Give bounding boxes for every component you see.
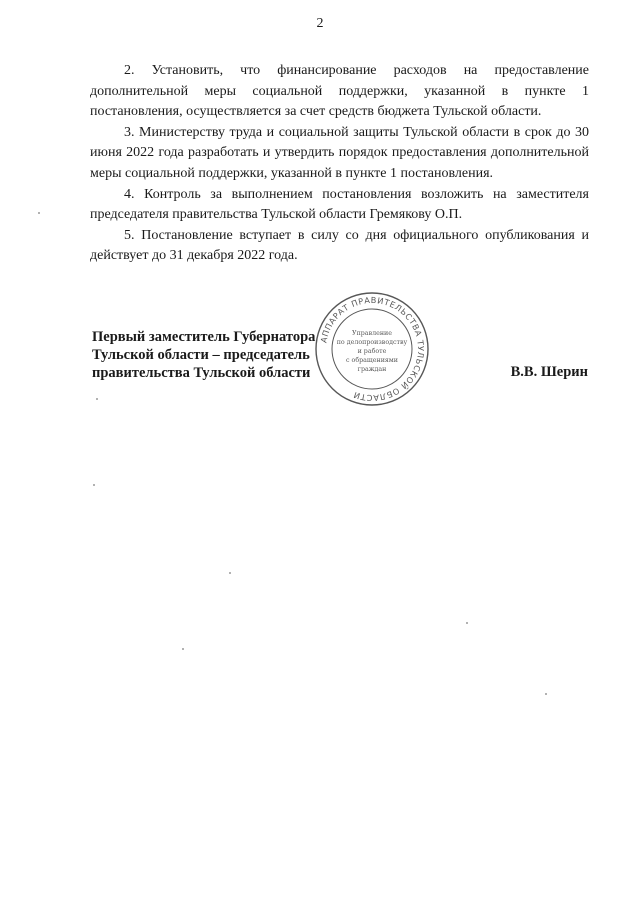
paragraph-item-5: 5. Постановление вступает в силу со дня официального опубликования и действует до 31 декабря 2022 года. [90,227,589,264]
signatory-position-line: Тульской области – председатель [92,347,310,363]
signatory-position-line: правительства Тульской области [92,365,311,381]
svg-text:и работе: и работе [357,348,387,355]
signatory-position [92,328,315,382]
scan-speck [229,572,231,574]
scan-speck [182,648,184,650]
official-seal [314,291,430,407]
seal-center-text [337,330,408,373]
svg-text:Управление: Управление [352,330,392,337]
scan-speck [93,484,95,486]
svg-text:с обращениями: с обращениями [346,357,398,364]
signatory-name: В.В. Шерин [510,364,588,380]
scan-speck [466,622,468,624]
svg-text:по делопроизводству: по делопроизводству [336,339,408,346]
paragraph-item-2: 2. Установить, что финансирование расходов на предоставление дополнительной меры социальной поддержки, указанной в пункте 1 постановления, осуществляется за счет средств бюджета Тульской области. [90,63,589,120]
page-number: 2 [316,16,324,31]
paragraph-item-4: 4. Контроль за выполнением постановления возложить на заместителя председателя правительства Тульской области Гремякову О.П. [90,186,589,223]
document-body [90,61,589,267]
seal-ring-text: АППАРАТ ПРАВИТЕЛЬСТВА ТУЛЬСКОЙ ОБЛАСТИ [318,294,427,404]
paragraph-item-3: 3. Министерству труда и социальной защиты Тульской области в срок до 30 июня 2022 года разработать и утвердить порядок предоставления дополнительной меры социальной поддержки, указанной в пункте 1 постановления. [90,124,589,181]
signatory-position-line: Первый заместитель Губернатора [92,329,316,345]
scan-speck [545,693,547,695]
scan-speck [96,398,98,400]
scan-speck [38,212,40,214]
svg-text:граждан: граждан [357,366,387,373]
